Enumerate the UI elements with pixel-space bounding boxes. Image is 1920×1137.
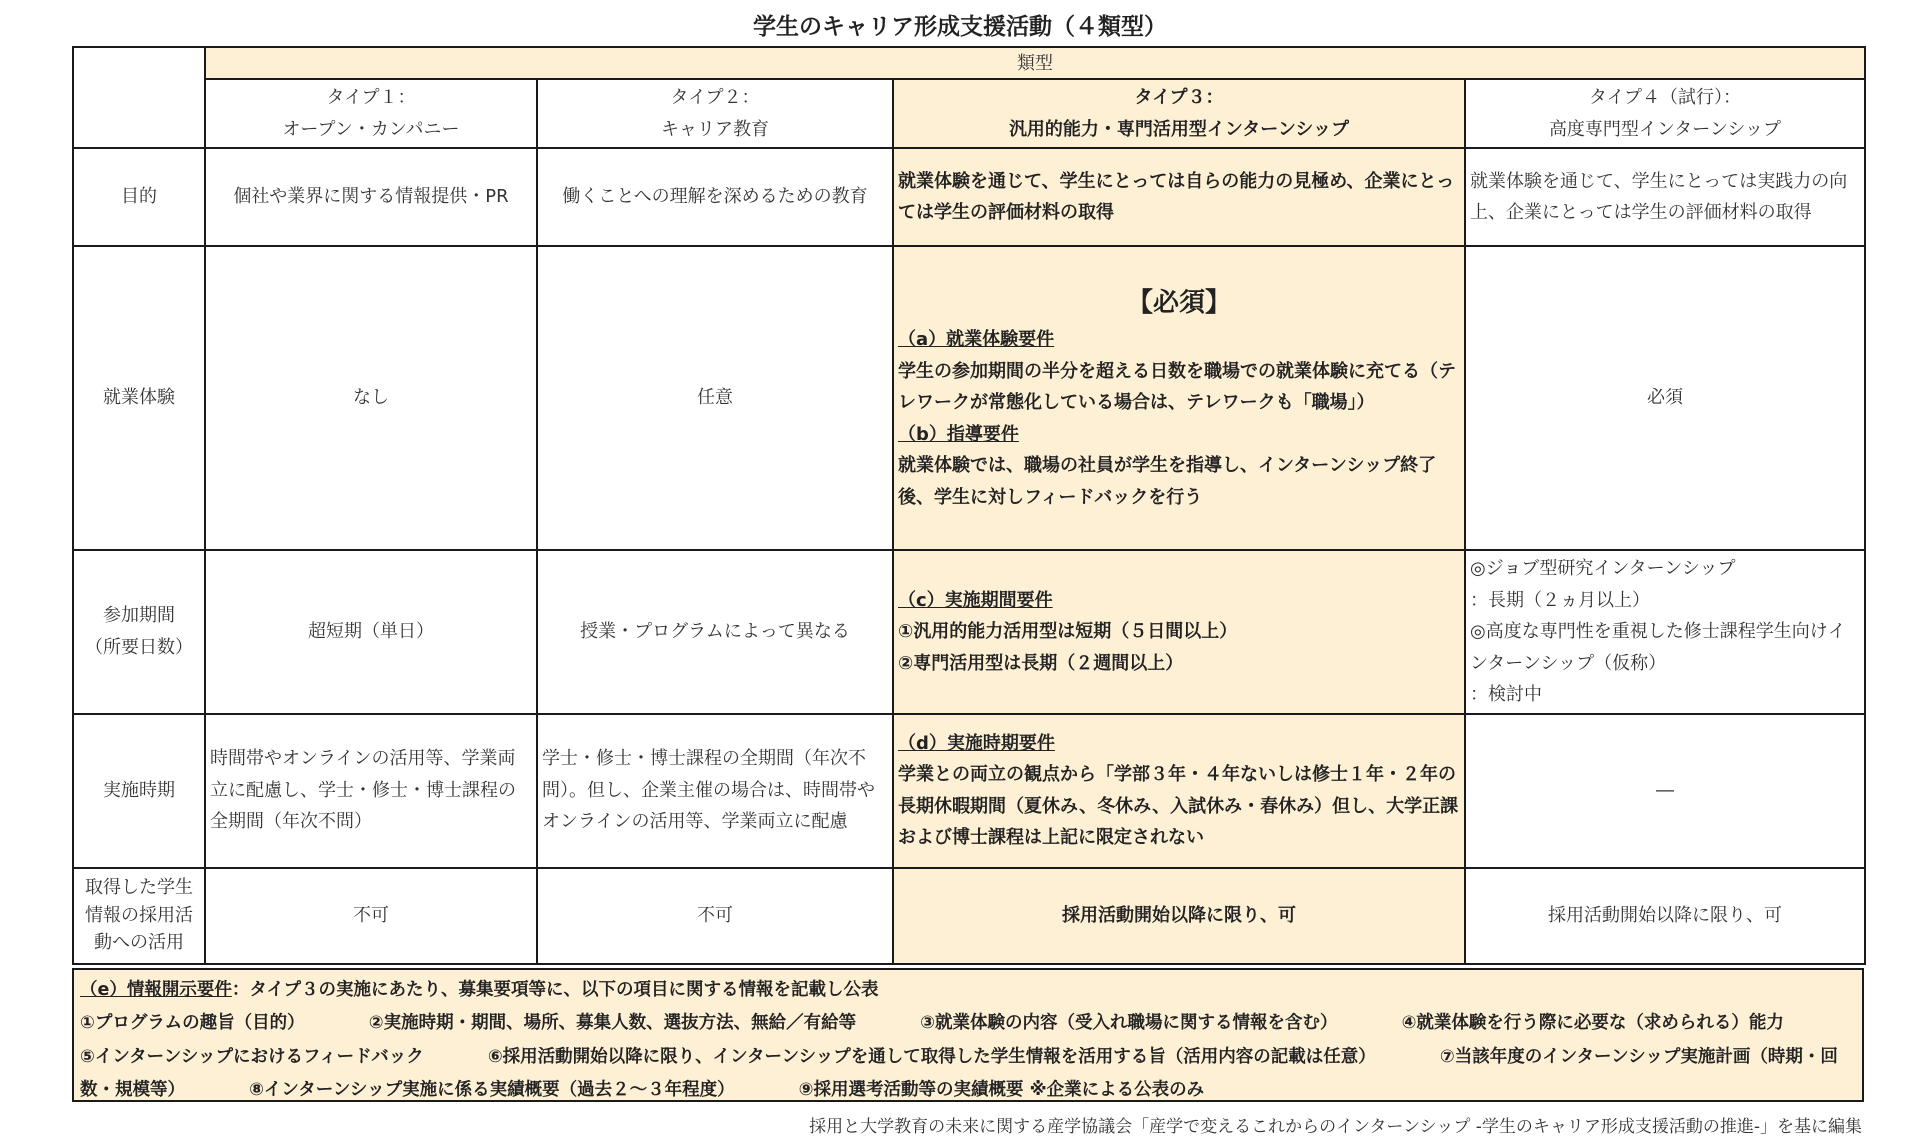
types-table bbox=[72, 46, 1866, 965]
row-label-usage: 取得した学生情報の採用活動への活用 bbox=[73, 868, 205, 964]
type1-header: タイプ１： オープン・カンパニー bbox=[205, 79, 537, 148]
work-type1: なし bbox=[205, 246, 537, 550]
requirement-a-title: （a）就業体験要件 bbox=[898, 329, 1055, 351]
required-heading: 【必須】 bbox=[1126, 287, 1231, 318]
purpose-type2: 働くことへの理解を深めるための教育 bbox=[537, 148, 893, 246]
disclosure-item: ⑨採用選考活動等の実績概要 ※企業による公表のみ bbox=[798, 1079, 1205, 1100]
type3-header: タイプ３： 汎用的能力・専門活用型インターンシップ bbox=[893, 79, 1465, 148]
work-type2: 任意 bbox=[537, 246, 893, 550]
disclosure-title: （e）情報開示要件 bbox=[80, 980, 232, 1000]
source-note: 採用と大学教育の未来に関する産学協議会「産学で変えるこれからのインターンシップ -学生のキャリア形成支援活動の推進-」を基に編集 bbox=[809, 1117, 1862, 1137]
disclosure-heading bbox=[80, 974, 1856, 1007]
usage-type4: 採用活動開始以降に限り、可 bbox=[1465, 868, 1865, 964]
row-label-timing: 実施時期 bbox=[73, 714, 205, 868]
disclosure-item: ⑦当該年度のインターンシップ実施計画（時期・回数・規模等） bbox=[80, 1046, 1838, 1100]
period-type1: 超短期（単日） bbox=[205, 550, 537, 714]
disclosure-item: ③就業体験の内容（受入れ職場に関する情報を含む） bbox=[920, 1013, 1338, 1034]
period-type3 bbox=[893, 550, 1465, 714]
disclosure-box bbox=[72, 968, 1864, 1102]
requirement-c-line2: ②専門活用型は長期（２週間以上） bbox=[898, 652, 1184, 674]
disclosure-items bbox=[80, 1007, 1856, 1102]
timing-type4: ― bbox=[1465, 714, 1865, 868]
page-title: 学生のキャリア形成支援活動（４類型） bbox=[753, 14, 1167, 40]
corner-cell bbox=[73, 47, 205, 148]
requirement-b-text: 就業体験では、職場の社員が学生を指導し、インターンシップ終了後、学生に対しフィードバックを行う bbox=[898, 455, 1437, 508]
timing-type3 bbox=[893, 714, 1465, 868]
disclosure-item: ②実施時期・期間、場所、募集人数、選抜方法、無給／有給等 bbox=[368, 1013, 857, 1034]
period-type2: 授業・プログラムによって異なる bbox=[537, 550, 893, 714]
usage-type2: 不可 bbox=[537, 868, 893, 964]
requirement-c-title: （c）実施期間要件 bbox=[898, 589, 1053, 611]
type2-header: タイプ２： キャリア教育 bbox=[537, 79, 893, 148]
row-label-work: 就業体験 bbox=[73, 246, 205, 550]
disclosure-item: ①プログラムの趣旨（目的） bbox=[80, 1013, 305, 1034]
requirement-d-text: 学業との両立の観点から「学部３年・４年ないしは修士１年・２年の長期休暇期間（夏休み、冬休み、入試休み・春休み）但し、大学正課および博士課程は上記に限定されない bbox=[898, 764, 1459, 848]
timing-type2: 学士・修士・博士課程の全期間（年次不問）。但し、企業主催の場合は、時間帯やオンラインの活用等、学業両立に配慮 bbox=[537, 714, 893, 868]
usage-type3: 採用活動開始以降に限り、可 bbox=[893, 868, 1465, 964]
category-header: 類型 bbox=[205, 47, 1865, 79]
row-label-purpose: 目的 bbox=[73, 148, 205, 246]
work-type4: 必須 bbox=[1465, 246, 1865, 550]
purpose-type4: 就業体験を通じて、学生にとっては実践力の向上、企業にとっては学生の評価材料の取得 bbox=[1465, 148, 1865, 246]
disclosure-item: ⑥採用活動開始以降に限り、インターンシップを通して取得した学生情報を活用する旨（活用内容の記載は任意） bbox=[487, 1046, 1376, 1067]
row-label-period: 参加期間 （所要日数） bbox=[73, 550, 205, 714]
work-type3 bbox=[893, 246, 1465, 550]
requirement-d-title: （d）実施時期要件 bbox=[898, 732, 1055, 754]
requirement-c-line1: ①汎用的能力活用型は短期（５日間以上） bbox=[898, 621, 1238, 642]
purpose-type1: 個社や業界に関する情報提供・PR bbox=[205, 148, 537, 246]
requirement-b-title: （b）指導要件 bbox=[898, 423, 1019, 445]
timing-type1: 時間帯やオンラインの活用等、学業両立に配慮し、学士・修士・博士課程の全期間（年次不問） bbox=[205, 714, 537, 868]
type4-header: タイプ４（試行）： 高度専門型インターンシップ bbox=[1465, 79, 1865, 148]
requirement-a-text: 学生の参加期間の半分を超える日数を職場での就業体験に充てる（テレワークが常態化している場合は、テレワークも「職場」） bbox=[898, 360, 1456, 414]
purpose-type3: 就業体験を通じて、学生にとっては自らの能力の見極め、企業にとっては学生の評価材料の取得 bbox=[893, 148, 1465, 246]
disclosure-item: ④就業体験を行う際に必要な（求められる）能力 bbox=[1401, 1013, 1784, 1034]
disclosure-item: ⑤インターンシップにおけるフィードバック bbox=[80, 1046, 424, 1067]
period-type4: ◎ジョブ型研究インターンシップ ：長期（２ヵ月以上） ◎高度な専門性を重視した修士課程学生向けインターンシップ（仮称） ：検討中 bbox=[1465, 550, 1865, 714]
disclosure-item: ⑧インターンシップ実施に係る実績概要（過去２～３年程度） bbox=[249, 1079, 735, 1100]
disclosure-intro: ：タイプ３の実施にあたり、募集要項等に、以下の項目に関する情報を記載し公表 bbox=[231, 980, 879, 1000]
usage-type1: 不可 bbox=[205, 868, 537, 964]
